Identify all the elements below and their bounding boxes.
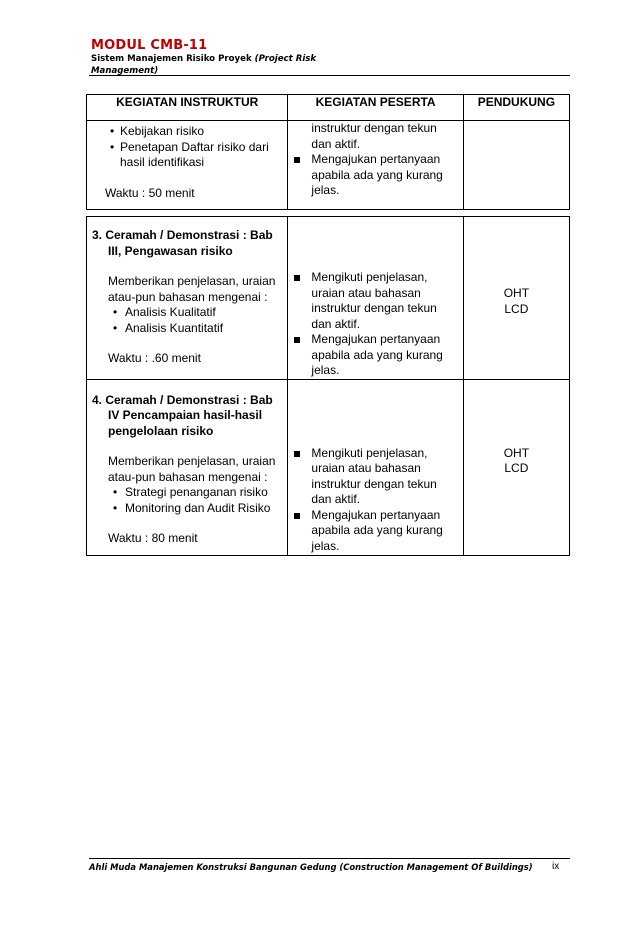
list-item: Mengajukan pertanyaan apabila ada yang kurang jelas.	[288, 332, 456, 379]
activity-table-top	[86, 94, 570, 210]
footer-divider	[89, 858, 570, 859]
bullet-icon: •	[113, 485, 118, 499]
pendukung-item: LCD	[504, 301, 529, 316]
waktu-text: Waktu : 50 menit	[105, 185, 195, 200]
pendukung-item: OHT	[503, 286, 530, 300]
row3-instruktur-cell	[87, 217, 288, 380]
bullet-icon: •	[110, 139, 115, 154]
cont-pendukung-cell	[463, 121, 569, 210]
square-bullet-icon	[294, 513, 300, 519]
row3-intro: Memberikan penjelasan, uraian atau-pun bahasan mengenai :	[108, 274, 276, 304]
square-bullet-icon	[294, 157, 300, 163]
row4-title: 4. Ceramah / Demonstrasi : Bab	[92, 392, 273, 407]
row4-instruktur-cell	[87, 379, 288, 555]
row3-title: 3. Ceramah / Demonstrasi : Bab	[92, 228, 273, 242]
list-item: • Analisis Kualitatif	[113, 305, 216, 319]
pendukung-item: OHT	[503, 445, 530, 460]
activity-table-bottom	[86, 216, 570, 556]
subtitle-main: Sistem Manajemen Risiko Proyek	[91, 54, 255, 64]
row4-pendukung-cell	[463, 379, 569, 555]
row4-title-cont2: pengelolaan risiko	[108, 423, 214, 438]
list-item: • Penetapan Daftar risiko dari hasil identifikasi	[110, 139, 269, 169]
row3-title-cont: III, Pengawasan risiko	[108, 243, 233, 258]
list-item: Mengajukan pertanyaan apabila ada yang kurang jelas.	[288, 152, 462, 199]
pendukung-item: LCD	[504, 461, 529, 475]
list-item: • Analisis Kuantitatif	[113, 320, 224, 335]
module-subtitle	[91, 54, 321, 77]
row3-pendukung-cell	[463, 217, 569, 380]
header-divider	[89, 75, 570, 76]
cont-instruktur-cell	[87, 121, 288, 210]
footer-text: Ahli Muda Manajemen Konstruksi Bangunan Gedung (Construction Management Of Buildings)	[89, 862, 533, 872]
list-item: • Strategi penanganan risiko	[113, 485, 268, 499]
row4-title-cont: IV Pencampaian hasil-hasil	[108, 408, 263, 422]
module-title: MODUL CMB-11	[91, 38, 208, 53]
cont-peserta-cell	[288, 121, 463, 210]
bullet-icon: •	[110, 124, 115, 138]
col-header-instruktur: KEGIATAN INSTRUKTUR	[87, 95, 288, 121]
bullet-icon: •	[113, 500, 118, 515]
list-item: • Monitoring dan Audit Risiko	[113, 500, 271, 515]
row4-intro: Memberikan penjelasan, uraian atau-pun bahasan mengenai :	[108, 454, 276, 484]
list-item: • Kebijakan risiko	[110, 124, 205, 138]
list-item: Mengikuti penjelasan, uraian atau bahasan instruktur dengan tekun dan aktif.	[288, 446, 456, 508]
list-item: Mengajukan pertanyaan apabila ada yang kurang jelas.	[288, 508, 456, 555]
bullet-icon: •	[113, 305, 118, 319]
row3-waktu: Waktu : .60 menit	[108, 351, 201, 365]
square-bullet-icon	[294, 275, 300, 281]
bullet-icon: •	[113, 320, 118, 335]
square-bullet-icon	[294, 337, 300, 343]
row4-peserta-cell	[288, 379, 463, 555]
page-number: ix	[552, 861, 560, 872]
peserta-cont-text: instruktur dengan tekun dan aktif.	[311, 121, 437, 151]
col-header-pendukung: PENDUKUNG	[463, 95, 569, 121]
col-header-peserta: KEGIATAN PESERTA	[288, 95, 463, 121]
row4-waktu: Waktu : 80 menit	[108, 531, 198, 545]
list-item: Mengikuti penjelasan, uraian atau bahasan instruktur dengan tekun dan aktif.	[288, 270, 456, 332]
row3-peserta-cell	[288, 217, 463, 380]
subtitle-italic: (Project Risk Management)	[91, 54, 317, 76]
square-bullet-icon	[294, 451, 300, 457]
